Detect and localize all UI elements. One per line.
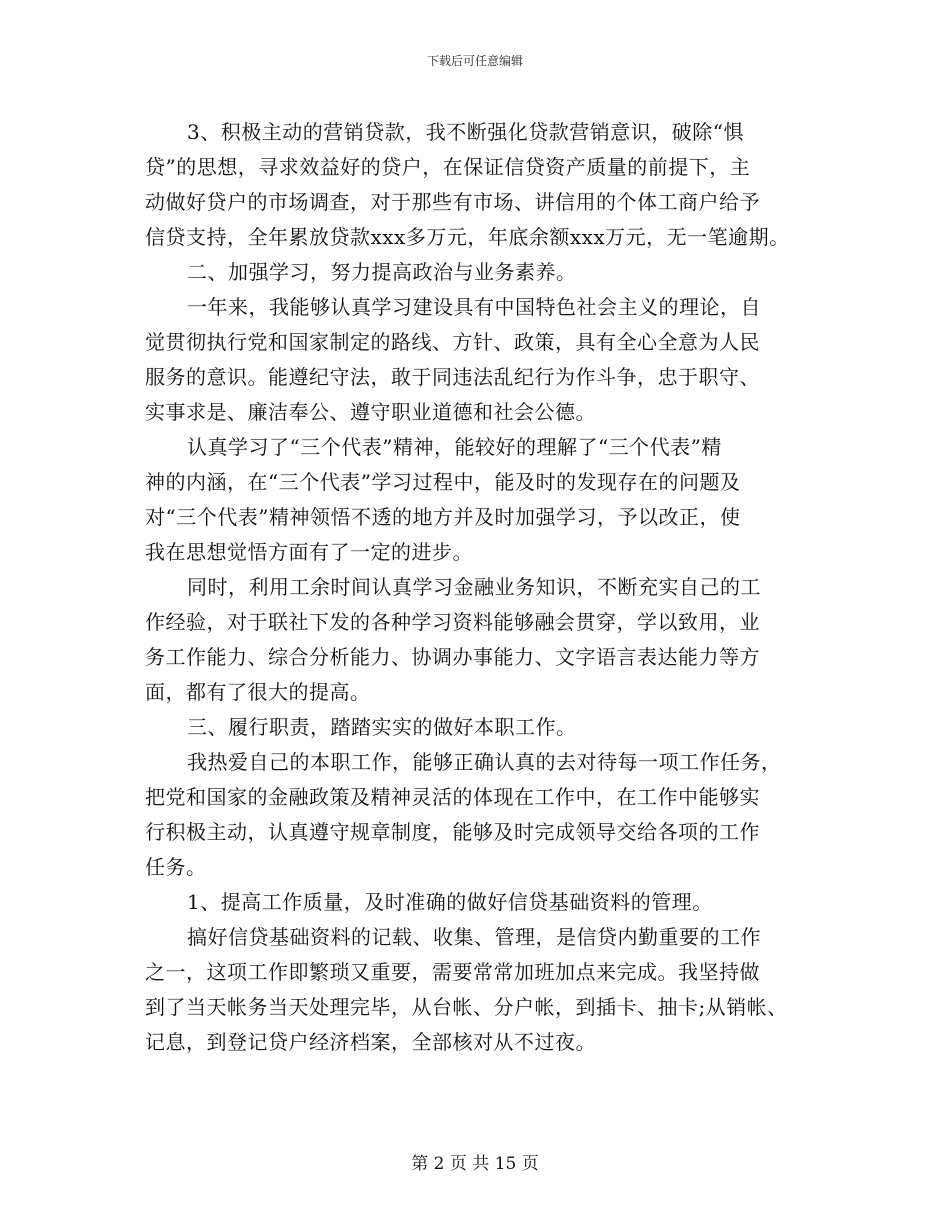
paragraph-line: 认真学习了“三个代表”精神，能较好的理解了“三个代表”精 xyxy=(187,435,722,459)
paragraph-line: 任务。 xyxy=(145,855,207,879)
paragraph-line: 同时，利用工余时间认真学习金融业务知识，不断充实自己的工 xyxy=(187,575,761,599)
paragraph-line: 记息，到登记贷户经济档案，全部核对从不过夜。 xyxy=(145,1030,596,1054)
document-body xyxy=(145,115,810,1060)
subsection-heading: 1、提高工作质量，及时准确的做好信贷基础资料的管理。 xyxy=(187,890,713,914)
paragraph-line: 我热爱自己的本职工作，能够正确认真的去对待每一项工作任务， xyxy=(187,750,782,774)
paragraph-line: 对“三个代表”精神领悟不透的地方并及时加强学习，予以改正，使 xyxy=(145,505,741,529)
paragraph-line: 把党和国家的金融政策及精神灵活的体现在工作中，在工作中能够实 xyxy=(145,785,760,809)
paragraph-line: 实事求是、廉洁奉公、遵守职业道德和社会公德。 xyxy=(145,400,596,424)
paragraph-line: 面，都有了很大的提高。 xyxy=(145,680,371,704)
paragraph-line: 到了当天帐务当天处理完毕，从台帐、分户帐，到插卡、抽卡;从销帐、 xyxy=(145,995,788,1019)
paragraph-line: 搞好信贷基础资料的记载、收集、管理，是信贷内勤重要的工作 xyxy=(187,925,761,949)
paragraph-line: 务工作能力、综合分析能力、协调办事能力、文字语言表达能力等方 xyxy=(145,645,760,669)
paragraph-line: 动做好贷户的市场调查，对于那些有市场、讲信用的个体工商户给予 xyxy=(145,190,760,214)
paragraph-line: 行积极主动，认真遵守规章制度，能够及时完成领导交给各项的工作 xyxy=(145,820,760,844)
paragraph-line: 贷”的思想，寻求效益好的贷户，在保证信贷资产质量的前提下，主 xyxy=(145,155,751,179)
page-number-footer: 第 2 页 共 15 页 xyxy=(411,1154,539,1174)
paragraph-line: 觉贯彻执行党和国家制定的路线、方针、政策，具有全心全意为人民 xyxy=(145,330,760,354)
section-heading: 二、加强学习，努力提高政治与业务素养。 xyxy=(187,260,577,284)
paragraph-line: 作经验，对于联社下发的各种学习资料能够融会贯穿，学以致用，业 xyxy=(145,610,760,634)
paragraph-line: 服务的意识。能遵纪守法，敢于同违法乱纪行为作斗争，忠于职守、 xyxy=(145,365,760,389)
page-header: 下载后可任意编辑 xyxy=(426,54,523,68)
paragraph-line: 3、积极主动的营销贷款，我不断强化贷款营销意识，破除“惧 xyxy=(187,120,744,144)
paragraph-line: 一年来，我能够认真学习建设具有中国特色社会主义的理论，自 xyxy=(187,295,761,319)
paragraph-line: 我在思想觉悟方面有了一定的进步。 xyxy=(145,540,473,564)
paragraph-line: 神的内涵，在“三个代表”学习过程中，能及时的发现存在的问题及 xyxy=(145,470,741,494)
paragraph-line: 之一，这项工作即繁琐又重要，需要常常加班加点来完成。我坚持做 xyxy=(145,960,760,984)
paragraph-line: 信贷支持，全年累放贷款xxx多万元，年底余额xxx万元，无一笔逾期。 xyxy=(145,225,790,249)
section-heading: 三、履行职责，踏踏实实的做好本职工作。 xyxy=(187,715,577,739)
